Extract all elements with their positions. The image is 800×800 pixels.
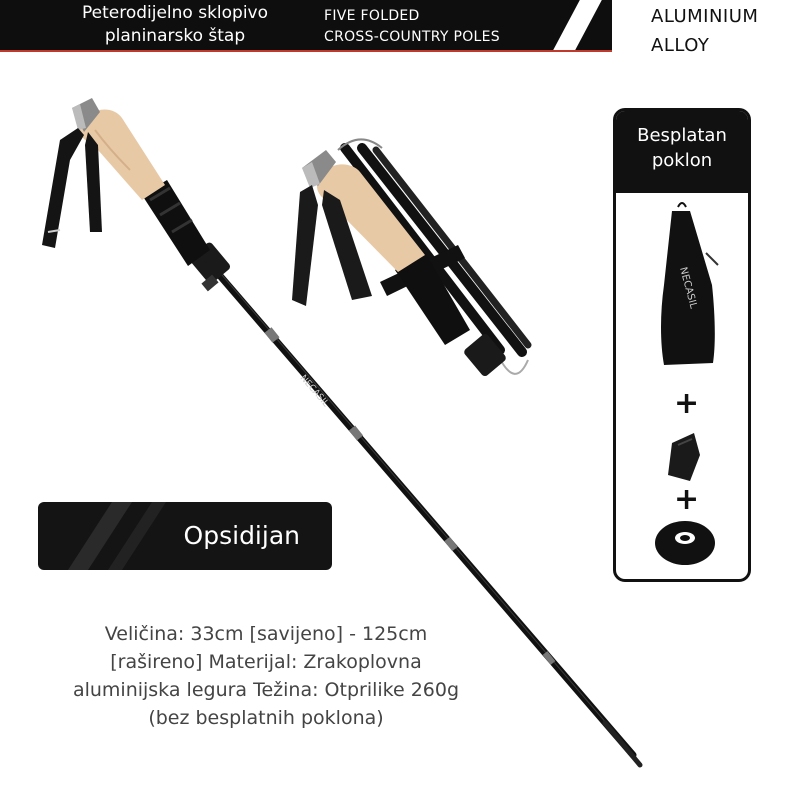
bag-brand-text: NECASIL bbox=[677, 265, 699, 310]
pole-brand-text: NECASIL bbox=[297, 373, 331, 409]
color-variant-label bbox=[38, 502, 332, 570]
gift-item-icons bbox=[620, 193, 744, 575]
gift-items-area bbox=[620, 193, 744, 575]
spec-line-3: aluminijska legura Težina: Otprilike 260g bbox=[72, 679, 460, 701]
gift-title-line-2: poklon bbox=[651, 150, 713, 171]
free-gift-panel bbox=[613, 108, 751, 582]
material-badge-line-2: ALLOY bbox=[651, 35, 710, 56]
spec-line-2: [rašireno] Materijal: Zrakoplovna bbox=[110, 651, 422, 673]
pouch-bag-icon bbox=[661, 203, 718, 365]
banner-title-line-1: Peterodijelno sklopivo bbox=[81, 3, 269, 23]
color-name: Opsidijan bbox=[183, 521, 300, 550]
mud-basket-icon bbox=[655, 521, 715, 565]
plus-sign-1: + bbox=[674, 386, 700, 421]
spec-line-1: Veličina: 33cm [savijeno] - 125cm bbox=[104, 623, 428, 645]
banner-title-line-2: planinarsko štap bbox=[104, 26, 246, 46]
spec-line-4: (bez besplatnih poklona) bbox=[148, 707, 384, 729]
product-specifications bbox=[40, 620, 492, 732]
material-badge-line-1: ALUMINIUM bbox=[651, 6, 759, 27]
banner-english-line-1: FIVE FOLDED bbox=[324, 8, 420, 24]
rubber-tip-cap-icon bbox=[668, 433, 700, 481]
plus-sign-2: + bbox=[674, 482, 700, 517]
gift-title-line-1: Besplatan bbox=[637, 125, 727, 146]
gift-panel-title bbox=[616, 111, 748, 193]
folded-pole bbox=[292, 139, 528, 377]
banner-english-line-2: CROSS-COUNTRY POLES bbox=[324, 29, 500, 45]
